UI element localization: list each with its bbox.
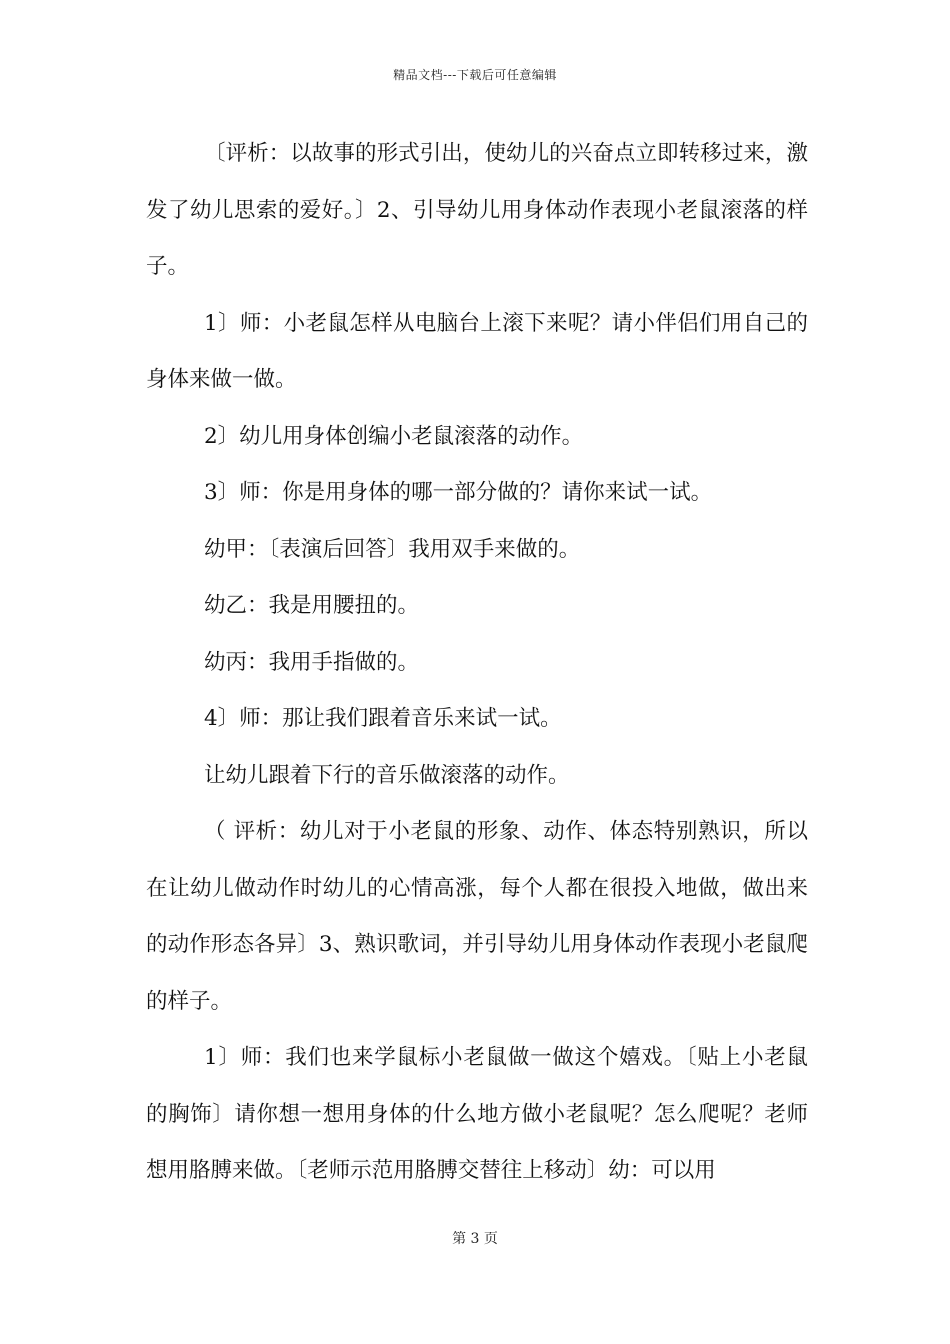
paragraph: 〔评析：以故事的形式引出，使幼儿的兴奋点立即转移过来，激发了幼儿思索的爱好。〕2、引导幼儿用身体动作表现小老鼠滚落的样子。	[146, 141, 808, 279]
paragraph: 幼乙：我是用腰扭的。	[204, 593, 420, 618]
paragraph: 幼丙：我用手指做的。	[204, 649, 420, 675]
paragraph: 1〕师：我们也来学鼠标小老鼠做一做这个嬉戏。〔贴上小老鼠的胸饰〕请你想一想用身体的什么地方做小老鼠呢？怎么爬呢？老师想用胳膊来做。〔老师示范用胳膊交替往上移动〕幼：可以用	[146, 1045, 808, 1183]
paragraph: 1〕师：小老鼠怎样从电脑台上滚下来呢？请小伴侣们用自己的身体来做一做。	[146, 310, 808, 392]
paragraph: 3〕师：你是用身体的哪一部分做的？请你来试一试。	[204, 480, 713, 505]
document-body	[146, 126, 808, 1200]
page-header: 精品文档---下载后可任意编辑	[393, 68, 557, 82]
paragraph: 让幼儿跟着下行的音乐做滚落的动作。	[204, 762, 570, 788]
paragraph: （ 评析：幼儿对于小老鼠的形象、动作、体态特别熟识，所以在让幼儿做动作时幼儿的心情高涨，每个人都在很投入地做，做出来的动作形态各异〕3、熟识歌词，并引导幼儿用身体动作表现小老鼠爬的样子。	[146, 819, 808, 1014]
paragraph: 4〕师：那让我们跟着音乐来试一试。	[204, 706, 562, 731]
paragraph: 幼甲：〔表演后回答〕我用双手来做的。	[204, 536, 581, 562]
paragraph: 2〕幼儿用身体创编小老鼠滚落的动作。	[204, 423, 584, 449]
page-number: 第 3 页	[452, 1231, 498, 1247]
